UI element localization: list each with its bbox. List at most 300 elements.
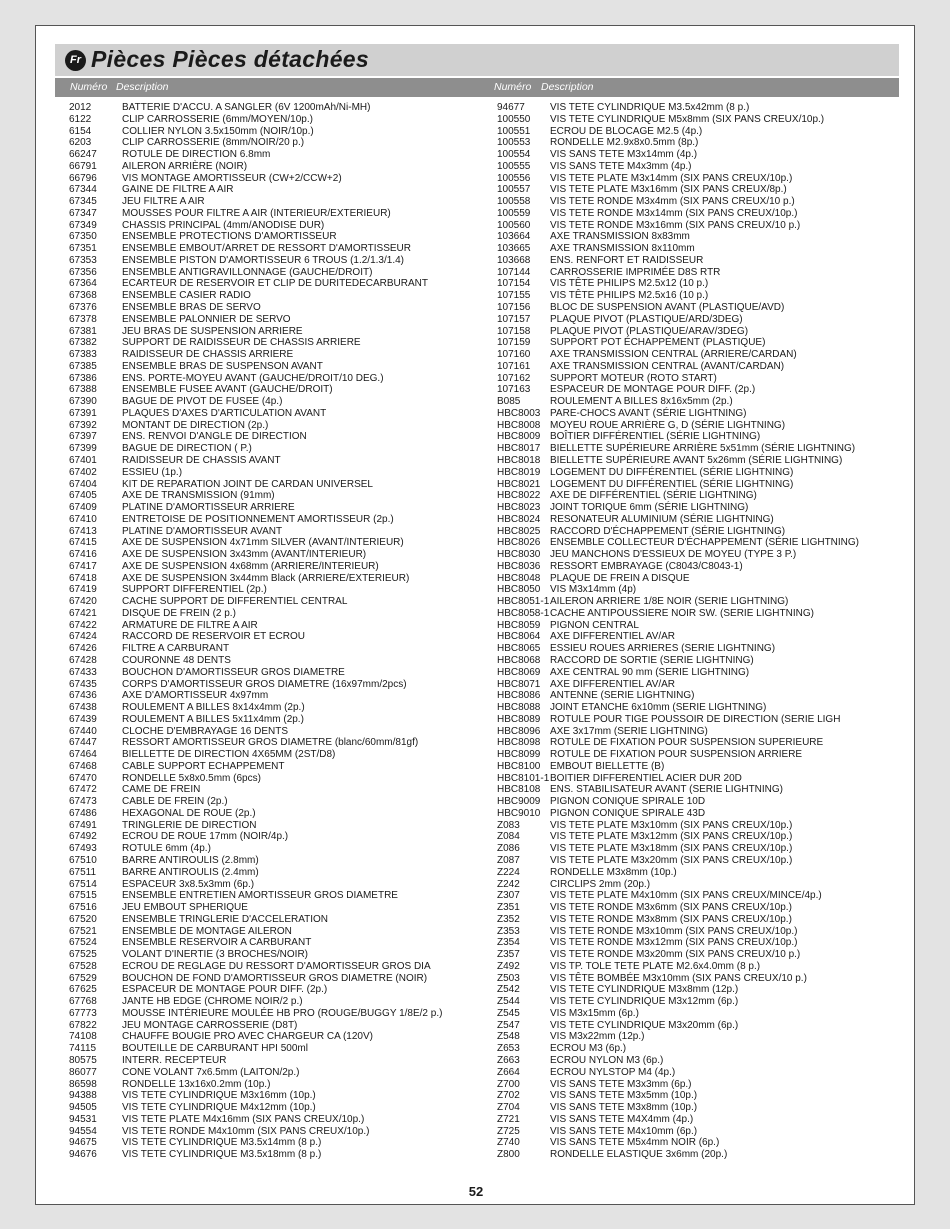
part-description: CHASSIS PRINCIPAL (4mm/ANODISE DUR) <box>122 219 325 231</box>
part-number: 67426 <box>69 643 97 655</box>
part-row <box>69 408 494 420</box>
part-description: VIS TETE RONDE M3x14mm (SIX PANS CREUX/10p.) <box>550 207 798 219</box>
part-number: 6203 <box>69 137 92 149</box>
part-row <box>69 467 494 479</box>
part-row <box>497 773 897 785</box>
part-row <box>497 855 897 867</box>
part-number: 107158 <box>497 325 531 337</box>
part-description: VIS TETE PLATE M3x14mm (SIX PANS CREUX/10p.) <box>550 172 793 184</box>
part-description: BATTERIE D'ACCU. A SANGLER (6V 1200mAh/Ni-MH) <box>122 102 371 113</box>
part-number: HBC8024 <box>497 513 541 525</box>
part-row <box>69 243 494 255</box>
part-row <box>497 1031 897 1043</box>
part-description: JEU MONTAGE CARROSSERIE (D8T) <box>122 1019 298 1031</box>
part-description: RESSORT AMORTISSEUR GROS DIAMETRE (blanc/60mm/81gf) <box>122 737 419 749</box>
part-number: 86598 <box>69 1078 97 1090</box>
part-row <box>497 749 897 761</box>
part-description: PIGNON CENTRAL <box>550 619 639 631</box>
part-description: AILERON ARRIERE 1/8E NOIR (SERIE LIGHTNING) <box>550 596 789 608</box>
part-number: HBC8059 <box>497 619 541 631</box>
part-row <box>497 278 897 290</box>
part-number: HBC8071 <box>497 678 541 690</box>
part-description: VIS TETE RONDE M3x4mm (SIX PANS CREUX/10 p.) <box>550 196 795 208</box>
part-description: VIS SANS TETE M3x3mm (6p.) <box>550 1078 692 1090</box>
part-description: AXE TRANSMISSION CENTRAL (AVANT/CARDAN) <box>550 360 785 372</box>
part-row <box>69 784 494 796</box>
part-description: AXE DE SUSPENSION 4x68mm (ARRIERE/INTERIEUR) <box>122 560 379 572</box>
part-description: ENSEMBLE CASIER RADIO <box>122 290 251 302</box>
part-description: VOLANT D'INERTIE (3 BROCHES/NOIR) <box>122 949 309 961</box>
part-row <box>69 749 494 761</box>
part-description: LOGEMENT DU DIFFÉRENTIEL (SÉRIE LIGHTNING) <box>550 466 794 478</box>
part-row <box>69 902 494 914</box>
part-row <box>497 679 897 691</box>
part-row <box>497 373 897 385</box>
part-row <box>497 149 897 161</box>
part-description: RAIDISSEUR DE CHASSIS ARRIERE <box>122 349 294 361</box>
part-row <box>497 596 897 608</box>
parts-list-left <box>69 102 494 1161</box>
part-description: BOUCHON DE FOND D'AMORTISSEUR GROS DIAMETRE (NOIR) <box>122 972 428 984</box>
part-number: Z086 <box>497 843 520 855</box>
part-row <box>69 973 494 985</box>
part-row <box>69 926 494 938</box>
part-number: HBC8036 <box>497 560 541 572</box>
part-description: ROULEMENT A BILLES 8x14x4mm (2p.) <box>122 702 305 714</box>
part-description: RONDELLE 5x8x0.5mm (6pcs) <box>122 772 261 784</box>
part-description: JEU BRAS DE SUSPENSION ARRIERE <box>122 325 303 337</box>
part-number: 67364 <box>69 278 97 290</box>
part-number: 103665 <box>497 243 531 255</box>
part-description: SUPPORT DE RAIDISSEUR DE CHASSIS ARRIERE <box>122 337 361 349</box>
part-row <box>497 173 897 185</box>
part-number: Z544 <box>497 996 520 1008</box>
part-number: 94388 <box>69 1090 97 1102</box>
part-number: 67447 <box>69 737 97 749</box>
part-description: ENSEMBLE PROTECTIONS D'AMORTISSEUR <box>122 231 337 243</box>
part-description: JOINT TORIQUE 6mm (SÉRIE LIGHTNING) <box>550 502 749 514</box>
part-number: 67435 <box>69 678 97 690</box>
part-description: RESSORT EMBRAYAGE (C8043/C8043-1) <box>550 560 743 572</box>
part-description: EMBOUT BIELLETTE (B) <box>550 760 665 772</box>
part-description: VIS SANS TETE M3x14mm (4p.) <box>550 149 698 161</box>
part-row <box>69 761 494 773</box>
part-row <box>497 937 897 949</box>
part-row <box>497 714 897 726</box>
part-row <box>497 1008 897 1020</box>
part-number: Z663 <box>497 1055 520 1067</box>
part-description: BIELLETTE DE DIRECTION 4X65MM (2ST/D8) <box>122 749 336 761</box>
part-number: 67381 <box>69 325 97 337</box>
part-description: VIS TETE RONDE M3x20mm (SIX PANS CREUX/10 p.) <box>550 949 801 961</box>
part-description: VIS TÊTE PHILIPS M2.5x16 (10 p.) <box>550 290 709 302</box>
part-row <box>69 455 494 467</box>
part-description: RACCORD DE RESERVOIR ET ECROU <box>122 631 305 643</box>
part-description: PLAQUES D'AXES D'ARTICULATION AVANT <box>122 407 327 419</box>
part-row <box>69 655 494 667</box>
part-row <box>69 1102 494 1114</box>
part-description: VIS TÊTE BOMBÉE M3x10mm (SIX PANS CREUX/10 p.) <box>550 972 807 984</box>
part-description: ENSEMBLE DE MONTAGE AILERON <box>122 925 292 937</box>
part-row <box>69 337 494 349</box>
part-description: AXE TRANSMISSION 8x83mm <box>550 231 690 243</box>
part-description: ENSEMBLE BRAS DE SUSPENSON AVANT <box>122 360 323 372</box>
part-number: 103664 <box>497 231 531 243</box>
part-row <box>497 337 897 349</box>
part-description: RONDELLE M2.9x8x0.5mm (8p.) <box>550 137 699 149</box>
part-number: Z542 <box>497 984 520 996</box>
column-header-row <box>55 78 899 97</box>
part-description: CLIP CARROSSERIE (6mm/MOYEN/10p.) <box>122 113 313 125</box>
part-description: VIS TETE PLATE M3x20mm (SIX PANS CREUX/10p.) <box>550 855 793 866</box>
part-number: Z354 <box>497 937 520 949</box>
part-description: VIS TETE PLATE M3x12mm (SIX PANS CREUX/10p.) <box>550 831 793 843</box>
part-row <box>497 384 897 396</box>
part-number: 67416 <box>69 549 97 561</box>
part-number: 94531 <box>69 1113 97 1125</box>
part-row <box>69 314 494 326</box>
part-description: ROULEMENT A BILLES 5x11x4mm (2p.) <box>122 713 304 725</box>
part-row <box>69 561 494 573</box>
page-number: 52 <box>468 1184 484 1199</box>
part-row <box>497 690 897 702</box>
part-description: ENSEMBLE PALONNIER DE SERVO <box>122 313 291 325</box>
part-row <box>497 820 897 832</box>
part-number: HBC8068 <box>497 654 541 666</box>
header-description-right: Description <box>541 81 594 93</box>
part-row <box>497 526 897 538</box>
part-row <box>497 314 897 326</box>
part-number: 67424 <box>69 631 97 643</box>
part-description: BLOC DE SUSPENSION AVANT (PLASTIQUE/AVD) <box>550 302 785 314</box>
part-description: VIS TETE CYLINDRIQUE M3.5x18mm (8 p.) <box>122 1149 322 1161</box>
part-row <box>497 1149 897 1161</box>
part-number: 100557 <box>497 184 531 196</box>
part-row <box>497 761 897 773</box>
part-number: 67402 <box>69 466 97 478</box>
part-row <box>497 914 897 926</box>
part-description: INTERR. RECEPTEUR <box>122 1055 227 1067</box>
part-row <box>497 961 897 973</box>
part-number: Z357 <box>497 949 520 961</box>
part-description: AXE CENTRAL 90 mm (SERIE LIGHTNING) <box>550 666 750 678</box>
part-number: 67349 <box>69 219 97 231</box>
part-description: CHAUFFE BOUGIE PRO AVEC CHARGEUR CA (120V) <box>122 1031 373 1043</box>
part-row <box>69 643 494 655</box>
part-description: RONDELLE ELASTIQUE 3x6mm (20p.) <box>550 1149 728 1161</box>
part-row <box>497 996 897 1008</box>
part-row <box>497 1055 897 1067</box>
part-row <box>69 420 494 432</box>
part-description: SUPPORT MOTEUR (ROTO START) <box>550 372 717 384</box>
part-row <box>497 808 897 820</box>
part-number: HBC8058-1 <box>497 607 550 619</box>
part-description: VIS TETE CYLINDRIQUE M3x20mm (6p.) <box>550 1019 739 1031</box>
part-row <box>69 278 494 290</box>
part-number: 67420 <box>69 596 97 608</box>
part-description: HEXAGONAL DE ROUE (2p.) <box>122 807 256 819</box>
part-description: SUPPORT DIFFERENTIEL (2p.) <box>122 584 267 596</box>
part-number: HBC8099 <box>497 749 541 761</box>
part-number: 67418 <box>69 572 97 584</box>
part-row <box>69 220 494 232</box>
part-row <box>69 443 494 455</box>
part-row <box>69 479 494 491</box>
part-number: HBC8018 <box>497 454 541 466</box>
part-number: 107160 <box>497 349 531 361</box>
part-row <box>69 843 494 855</box>
part-number: 67399 <box>69 443 97 455</box>
part-number: Z545 <box>497 1007 520 1019</box>
part-row <box>497 902 897 914</box>
language-badge: Fr <box>65 50 86 71</box>
part-number: 100550 <box>497 113 531 125</box>
part-number: 2012 <box>69 102 92 113</box>
part-description: RACCORD D'ÉCHAPPEMENT (SÉRIE LIGHTNING) <box>550 525 786 537</box>
part-description: ANTENNE (SERIE LIGHTNING) <box>550 690 695 702</box>
part-row <box>69 1043 494 1055</box>
part-number: HBC8096 <box>497 725 541 737</box>
part-number: 94554 <box>69 1125 97 1137</box>
part-number: 67520 <box>69 913 97 925</box>
part-description: VIS M3x22mm (12p.) <box>550 1031 645 1043</box>
part-number: 100554 <box>497 149 531 161</box>
part-row <box>69 384 494 396</box>
part-number: 107156 <box>497 302 531 314</box>
part-row <box>69 584 494 596</box>
part-row <box>497 1043 897 1055</box>
part-row <box>69 608 494 620</box>
part-description: VIS TETE PLATE M4x16mm (SIX PANS CREUX/10p.) <box>122 1113 365 1125</box>
part-description: VIS TP. TOLE TETE PLATE M2.6x4.0mm (8 p.) <box>550 960 761 972</box>
part-number: HBC8051-1 <box>497 596 550 608</box>
part-row <box>497 1126 897 1138</box>
part-number: 67822 <box>69 1019 97 1031</box>
part-description: RESONATEUR ALUMINIUM (SÉRIE LIGHTNING) <box>550 513 774 525</box>
part-row <box>497 420 897 432</box>
part-description: TRINGLERIE DE DIRECTION <box>122 819 257 831</box>
part-number: HBC8098 <box>497 737 541 749</box>
part-description: ENSEMBLE ENTRETIEN AMORTISSEUR GROS DIAMETRE <box>122 890 398 902</box>
part-number: 67768 <box>69 996 97 1008</box>
part-number: 74108 <box>69 1031 97 1043</box>
part-description: VIS TETE PLATE M3x10mm (SIX PANS CREUX/10p.) <box>550 819 793 831</box>
part-description: ENSEMBLE COLLECTEUR D'ÉCHAPPEMENT (SÉRIE LIGHTNING) <box>550 537 860 549</box>
part-number: 66791 <box>69 160 97 172</box>
part-number: 67511 <box>69 866 97 878</box>
part-row <box>497 573 897 585</box>
part-number: 67464 <box>69 749 97 761</box>
part-row <box>69 255 494 267</box>
part-number: 67491 <box>69 819 97 831</box>
part-number: 107144 <box>497 266 531 278</box>
part-number: 67376 <box>69 302 97 314</box>
part-description: ECARTEUR DE RESERVOIR ET CLIP DE DURITEDECARBURANT <box>122 278 428 290</box>
part-number: Z702 <box>497 1090 520 1102</box>
part-number: 67401 <box>69 454 97 466</box>
part-row <box>69 667 494 679</box>
part-number: 94677 <box>497 102 525 113</box>
part-row <box>497 243 897 255</box>
part-row <box>69 431 494 443</box>
part-number: Z548 <box>497 1031 520 1043</box>
part-row <box>497 1102 897 1114</box>
part-number: HBC8019 <box>497 466 541 478</box>
part-row <box>69 690 494 702</box>
part-description: ROTULE DE FIXATION POUR SUSPENSION SUPERIEURE <box>550 737 824 749</box>
part-number: HBC8017 <box>497 443 541 455</box>
header-numero-right: Numéro <box>494 81 532 93</box>
part-row <box>497 643 897 655</box>
part-number: 6154 <box>69 125 92 137</box>
part-number: 67350 <box>69 231 97 243</box>
part-description: VIS MONTAGE AMORTISSEUR (CW+2/CCW+2) <box>122 172 342 184</box>
part-description: VIS TETE RONDE M4x10mm (SIX PANS CREUX/10p.) <box>122 1125 370 1137</box>
part-number: 67419 <box>69 584 97 596</box>
part-row <box>497 537 897 549</box>
part-number: 67405 <box>69 490 97 502</box>
part-row <box>69 208 494 220</box>
part-row <box>69 290 494 302</box>
part-row <box>497 631 897 643</box>
part-description: CIRCLIPS 2mm (20p.) <box>550 878 651 890</box>
part-description: VIS TETE CYLINDRIQUE M3x8mm (12p.) <box>550 984 739 996</box>
part-row <box>497 137 897 149</box>
part-row <box>497 984 897 996</box>
part-row <box>69 173 494 185</box>
part-description: MONTANT DE DIRECTION (2p.) <box>122 419 269 431</box>
part-number: 67428 <box>69 654 97 666</box>
part-row <box>497 1137 897 1149</box>
part-description: ESPACEUR DE MONTAGE POUR DIFF. (2p.) <box>122 984 328 996</box>
part-number: 107157 <box>497 313 531 325</box>
part-description: AXE DIFFERENTIEL AV/AR <box>550 631 676 643</box>
part-description: VIS TETE RONDE M3x6mm (SIX PANS CREUX/10p.) <box>550 902 792 914</box>
part-row <box>69 526 494 538</box>
part-description: JOINT ETANCHE 6x10mm (SERIE LIGHTNING) <box>550 702 767 714</box>
part-row <box>69 808 494 820</box>
part-description: VIS TETE PLATE M3x18mm (SIX PANS CREUX/10p.) <box>550 843 793 855</box>
part-number: HBC8069 <box>497 666 541 678</box>
part-row <box>69 126 494 138</box>
part-description: CLOCHE D'EMBRAYAGE 16 DENTS <box>122 725 289 737</box>
part-description: GAINE DE FILTRE A AIR <box>122 184 234 196</box>
part-number: HBC8064 <box>497 631 541 643</box>
part-number: Z503 <box>497 972 520 984</box>
part-description: ECROU DE REGLAGE DU RESSORT D'AMORTISSEUR GROS DIA <box>122 960 431 972</box>
part-row <box>497 267 897 279</box>
part-number: Z800 <box>497 1149 520 1161</box>
part-row <box>497 867 897 879</box>
part-number: 67472 <box>69 784 97 796</box>
part-row <box>497 831 897 843</box>
part-row <box>497 455 897 467</box>
part-description: ESPACEUR 3x8.5x3mm (6p.) <box>122 878 255 890</box>
part-description: BIELLETTE SUPÉRIEURE AVANT 5x26mm (SÉRIE LIGHTNING) <box>550 454 843 466</box>
part-row <box>497 549 897 561</box>
part-description: COURONNE 48 DENTS <box>122 654 231 666</box>
part-description: PARE-CHOCS AVANT (SÉRIE LIGHTNING) <box>550 407 747 419</box>
part-description: AXE TRANSMISSION CENTRAL (ARRIERE/CARDAN) <box>550 349 797 361</box>
part-description: VIS TETE CYLINDRIQUE M3.5x14mm (8 p.) <box>122 1137 322 1149</box>
part-description: ECROU DE BLOCAGE M2.5 (4p.) <box>550 125 703 137</box>
part-row <box>497 467 897 479</box>
part-description: ENSEMBLE PISTON D'AMORTISSEUR 6 TROUS (1.2/1.3/1.4) <box>122 254 404 266</box>
part-description: VIS TETE PLATE M4x10mm (SIX PANS CREUX/MINCE/4p.) <box>550 890 822 902</box>
title-bar <box>55 44 899 76</box>
part-row <box>497 102 897 114</box>
part-number: 107159 <box>497 337 531 349</box>
part-description: PLATINE D'AMORTISSEUR AVANT <box>122 525 283 537</box>
part-row <box>69 620 494 632</box>
part-number: 67436 <box>69 690 97 702</box>
part-number: 67521 <box>69 925 97 937</box>
part-row <box>69 1079 494 1091</box>
part-description: AXE DE DIFFÉRENTIEL (SÉRIE LIGHTNING) <box>550 490 757 502</box>
part-number: 66247 <box>69 149 97 161</box>
part-number: HBC8008 <box>497 419 541 431</box>
part-row <box>497 349 897 361</box>
part-number: 66796 <box>69 172 97 184</box>
part-row <box>69 1137 494 1149</box>
part-number: 67439 <box>69 713 97 725</box>
part-number: 67529 <box>69 972 97 984</box>
part-description: JEU FILTRE A AIR <box>122 196 205 208</box>
part-description: CABLE DE FREIN (2p.) <box>122 796 228 808</box>
part-number: 107154 <box>497 278 531 290</box>
part-description: MOYEU ROUE ARRIÈRE G, D (SÉRIE LIGHTNING) <box>550 419 786 431</box>
part-number: 67440 <box>69 725 97 737</box>
part-description: VIS SANS TETE M4x10mm (6p.) <box>550 1125 698 1137</box>
part-number: 67345 <box>69 196 97 208</box>
part-description: BAGUE DE PIVOT DE FUSEE (4p.) <box>122 396 283 408</box>
part-description: ECROU NYLON M3 (6p.) <box>550 1055 664 1067</box>
part-number: Z700 <box>497 1078 520 1090</box>
part-number: 67528 <box>69 960 97 972</box>
part-description: VIS TETE CYLINDRIQUE M3x12mm (6p.) <box>550 996 739 1008</box>
part-row <box>69 1090 494 1102</box>
part-description: PLAQUE DE FREIN A DISQUE <box>550 572 690 584</box>
part-number: 100560 <box>497 219 531 231</box>
part-row <box>69 1067 494 1079</box>
part-description: MOUSSES POUR FILTRE A AIR (INTERIEUR/EXTERIEUR) <box>122 207 391 219</box>
part-description: CACHE ANTIPOUSSIERE NOIR SW. (SERIE LIGHTNING) <box>550 607 814 619</box>
part-number: HBC8009 <box>497 431 541 443</box>
part-description: CAME DE FREIN <box>122 784 201 796</box>
part-number: 67397 <box>69 431 97 443</box>
part-row <box>497 302 897 314</box>
part-number: 94675 <box>69 1137 97 1149</box>
part-row <box>497 737 897 749</box>
part-number: 67388 <box>69 384 97 396</box>
part-row <box>69 596 494 608</box>
part-row <box>69 773 494 785</box>
part-number: 86077 <box>69 1066 97 1078</box>
part-description: ENS. RENFORT ET RAIDISSEUR <box>550 254 704 266</box>
part-number: 100551 <box>497 125 531 137</box>
part-row <box>497 184 897 196</box>
part-number: HBC8025 <box>497 525 541 537</box>
part-description: ENSEMBLE FUSEE AVANT (GAUCHE/DROIT) <box>122 384 333 396</box>
part-number: 67390 <box>69 396 97 408</box>
part-description: BIELLETTE SUPÉRIEURE ARRIÈRE 5x51mm (SÉRIE LIGHTNING) <box>550 443 856 455</box>
part-number: 67344 <box>69 184 97 196</box>
part-number: 74115 <box>69 1043 97 1055</box>
part-row <box>497 561 897 573</box>
part-row <box>69 961 494 973</box>
part-number: Z084 <box>497 831 520 843</box>
part-row <box>497 290 897 302</box>
